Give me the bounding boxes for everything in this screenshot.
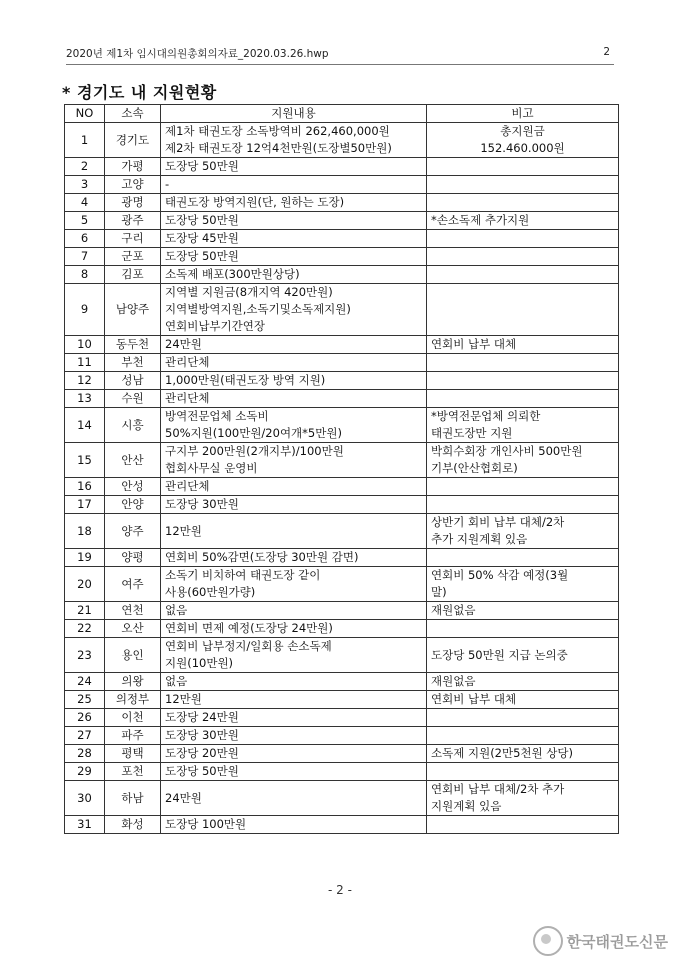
cell-org: 가평 bbox=[105, 158, 161, 176]
cell-note-line: 상반기 회비 납부 대체/2차 bbox=[431, 515, 565, 529]
table-row bbox=[65, 727, 619, 745]
cell-org: 동두천 bbox=[105, 336, 161, 354]
cell-content-line: 관리단체 bbox=[165, 355, 210, 369]
table-row bbox=[65, 390, 619, 408]
cell-org: 김포 bbox=[105, 266, 161, 284]
cell-no: 1 bbox=[65, 123, 105, 158]
cell-note bbox=[427, 354, 619, 372]
cell-note bbox=[427, 123, 619, 158]
cell-note bbox=[427, 549, 619, 567]
cell-org: 광명 bbox=[105, 194, 161, 212]
cell-note bbox=[427, 514, 619, 549]
cell-note-line: 재원없음 bbox=[431, 674, 476, 688]
table-row bbox=[65, 691, 619, 709]
cell-note bbox=[427, 372, 619, 390]
cell-content-line: 사용(60만원가량) bbox=[165, 585, 256, 599]
cell-no: 28 bbox=[65, 745, 105, 763]
watermark-text: 한국태권도신문 bbox=[566, 932, 668, 951]
cell-note bbox=[427, 745, 619, 763]
cell-no: 3 bbox=[65, 176, 105, 194]
cell-no: 29 bbox=[65, 763, 105, 781]
cell-note bbox=[427, 336, 619, 354]
cell-content-line: 제1차 태권도장 소독방역비 262,460,000원 bbox=[165, 124, 390, 138]
support-status-table bbox=[64, 104, 619, 834]
table-row bbox=[65, 123, 619, 158]
cell-note bbox=[427, 248, 619, 266]
cell-content bbox=[161, 691, 427, 709]
cell-no: 13 bbox=[65, 390, 105, 408]
cell-content bbox=[161, 745, 427, 763]
cell-content bbox=[161, 496, 427, 514]
cell-org: 용인 bbox=[105, 638, 161, 673]
cell-content bbox=[161, 284, 427, 336]
cell-content-line: 12만원 bbox=[165, 692, 202, 706]
cell-note-line: 소독제 지원(2만5천원 상당) bbox=[431, 746, 574, 760]
cell-content-line: 24만원 bbox=[165, 337, 202, 351]
cell-content bbox=[161, 816, 427, 834]
cell-note-line: 기부(안산협회로) bbox=[431, 461, 518, 475]
header-filename: 2020년 제1차 임시대의원총회의자료_2020.03.26.hwp bbox=[66, 48, 329, 60]
table-row bbox=[65, 443, 619, 478]
cell-note-line: *손소독제 추가지원 bbox=[431, 213, 530, 227]
cell-content bbox=[161, 408, 427, 443]
cell-no: 11 bbox=[65, 354, 105, 372]
table-row bbox=[65, 673, 619, 691]
cell-content-line: 도장당 30만원 bbox=[165, 497, 239, 511]
cell-note bbox=[427, 709, 619, 727]
cell-note-line: 152.460.000원 bbox=[480, 141, 565, 155]
cell-content-line: 50%지원(100만원/20여개*5만원) bbox=[165, 426, 342, 440]
cell-content bbox=[161, 212, 427, 230]
cell-content-line: 태권도장 방역지원(단, 원하는 도장) bbox=[165, 195, 345, 209]
cell-no: 9 bbox=[65, 284, 105, 336]
cell-no: 10 bbox=[65, 336, 105, 354]
cell-content-line: 협회사무실 운영비 bbox=[165, 461, 258, 475]
cell-content-line: 없음 bbox=[165, 674, 188, 688]
column-header-org: 소속 bbox=[105, 105, 161, 123]
cell-note bbox=[427, 176, 619, 194]
cell-content bbox=[161, 158, 427, 176]
cell-org: 안성 bbox=[105, 478, 161, 496]
cell-content bbox=[161, 602, 427, 620]
newspaper-watermark bbox=[533, 926, 668, 956]
cell-content-line: 구지부 200만원(2개지부)/100만원 bbox=[165, 444, 344, 458]
table-row bbox=[65, 372, 619, 390]
cell-no: 20 bbox=[65, 567, 105, 602]
cell-org: 양평 bbox=[105, 549, 161, 567]
cell-content bbox=[161, 336, 427, 354]
cell-content-line: 연회비납부기간연장 bbox=[165, 319, 265, 333]
cell-note bbox=[427, 284, 619, 336]
cell-note bbox=[427, 781, 619, 816]
table-row bbox=[65, 816, 619, 834]
cell-note-line: 연회비 납부 대체 bbox=[431, 337, 517, 351]
cell-content bbox=[161, 549, 427, 567]
cell-content bbox=[161, 354, 427, 372]
table-row bbox=[65, 549, 619, 567]
cell-org: 수원 bbox=[105, 390, 161, 408]
table-row bbox=[65, 408, 619, 443]
cell-note bbox=[427, 194, 619, 212]
section-title: * 경기도 내 지원현황 bbox=[62, 83, 217, 102]
table-row bbox=[65, 602, 619, 620]
cell-no: 24 bbox=[65, 673, 105, 691]
cell-no: 12 bbox=[65, 372, 105, 390]
cell-note bbox=[427, 727, 619, 745]
cell-content bbox=[161, 123, 427, 158]
cell-no: 23 bbox=[65, 638, 105, 673]
cell-content bbox=[161, 248, 427, 266]
column-header-no: NO bbox=[65, 105, 105, 123]
cell-no: 7 bbox=[65, 248, 105, 266]
cell-no: 15 bbox=[65, 443, 105, 478]
cell-note bbox=[427, 673, 619, 691]
cell-note bbox=[427, 443, 619, 478]
cell-no: 21 bbox=[65, 602, 105, 620]
table-row bbox=[65, 567, 619, 602]
cell-content-line: 지역별 지원금(8개지역 420만원) bbox=[165, 285, 333, 299]
cell-note bbox=[427, 230, 619, 248]
cell-no: 26 bbox=[65, 709, 105, 727]
cell-content bbox=[161, 514, 427, 549]
cell-note-line: 연회비 납부 대체/2차 추가 bbox=[431, 782, 565, 796]
cell-content-line: 지역별방역지원,소독기및소독제지원) bbox=[165, 302, 351, 316]
cell-content-line: 도장당 50만원 bbox=[165, 764, 239, 778]
cell-no: 4 bbox=[65, 194, 105, 212]
cell-note-line: 도장당 50만원 지급 논의중 bbox=[431, 647, 568, 662]
column-header-content: 지원내용 bbox=[161, 105, 427, 123]
cell-content-line: 1,000만원(태권도장 방역 지원) bbox=[165, 373, 326, 387]
cell-content-line: 도장당 100만원 bbox=[165, 817, 247, 831]
cell-content-line: 연회비 면제 예정(도장당 24만원) bbox=[165, 621, 333, 635]
table-row bbox=[65, 248, 619, 266]
cell-content bbox=[161, 230, 427, 248]
table-row bbox=[65, 194, 619, 212]
table-body bbox=[65, 123, 619, 834]
cell-note bbox=[427, 567, 619, 602]
cell-no: 6 bbox=[65, 230, 105, 248]
cell-content bbox=[161, 727, 427, 745]
table-row bbox=[65, 638, 619, 673]
cell-org: 연천 bbox=[105, 602, 161, 620]
cell-content-line: 24만원 bbox=[165, 790, 202, 805]
cell-content bbox=[161, 781, 427, 816]
cell-org: 의왕 bbox=[105, 673, 161, 691]
cell-note bbox=[427, 390, 619, 408]
table-row bbox=[65, 176, 619, 194]
cell-no: 25 bbox=[65, 691, 105, 709]
cell-org: 군포 bbox=[105, 248, 161, 266]
cell-content-line: 제2차 태권도장 12억4천만원(도장별50만원) bbox=[165, 141, 392, 155]
cell-no: 17 bbox=[65, 496, 105, 514]
cell-content-line: 지원(10만원) bbox=[165, 656, 234, 670]
table-row bbox=[65, 763, 619, 781]
cell-content-line: 없음 bbox=[165, 603, 188, 617]
cell-no: 16 bbox=[65, 478, 105, 496]
cell-content-line: 도장당 20만원 bbox=[165, 746, 239, 760]
cell-org: 화성 bbox=[105, 816, 161, 834]
cell-note bbox=[427, 763, 619, 781]
cell-content-line: 12만원 bbox=[165, 523, 202, 538]
cell-org: 경기도 bbox=[105, 123, 161, 158]
cell-note bbox=[427, 478, 619, 496]
table-row bbox=[65, 266, 619, 284]
cell-content bbox=[161, 709, 427, 727]
cell-note bbox=[427, 158, 619, 176]
table-row bbox=[65, 709, 619, 727]
cell-org: 성남 bbox=[105, 372, 161, 390]
cell-content bbox=[161, 763, 427, 781]
table-row bbox=[65, 496, 619, 514]
cell-content-line: 소독기 비치하여 태권도장 같이 bbox=[165, 568, 321, 582]
page-footer: - 2 - bbox=[328, 883, 352, 897]
cell-content-line: 도장당 24만원 bbox=[165, 710, 239, 724]
cell-note bbox=[427, 266, 619, 284]
cell-content bbox=[161, 443, 427, 478]
table-row bbox=[65, 230, 619, 248]
cell-content bbox=[161, 620, 427, 638]
cell-note-line: 연회비 납부 대체 bbox=[431, 692, 517, 706]
cell-content bbox=[161, 567, 427, 602]
cell-org: 포천 bbox=[105, 763, 161, 781]
cell-content-line: 연회비 납부정지/일회용 손소독제 bbox=[165, 639, 332, 653]
cell-no: 22 bbox=[65, 620, 105, 638]
cell-no: 31 bbox=[65, 816, 105, 834]
cell-content-line: - bbox=[165, 177, 170, 191]
cell-content-line: 관리단체 bbox=[165, 391, 210, 405]
cell-org: 안산 bbox=[105, 443, 161, 478]
cell-org: 남양주 bbox=[105, 284, 161, 336]
table-row bbox=[65, 354, 619, 372]
cell-content bbox=[161, 176, 427, 194]
cell-no: 8 bbox=[65, 266, 105, 284]
cell-content-line: 도장당 50만원 bbox=[165, 213, 239, 227]
cell-org: 평택 bbox=[105, 745, 161, 763]
cell-note-line: 연회비 50% 삭감 예정(3월 bbox=[431, 568, 569, 582]
cell-org: 오산 bbox=[105, 620, 161, 638]
cell-content-line: 도장당 30만원 bbox=[165, 728, 239, 742]
cell-note bbox=[427, 408, 619, 443]
cell-content bbox=[161, 266, 427, 284]
cell-org: 여주 bbox=[105, 567, 161, 602]
cell-org: 이천 bbox=[105, 709, 161, 727]
table-row bbox=[65, 514, 619, 549]
table-row bbox=[65, 620, 619, 638]
table-header-row bbox=[65, 105, 619, 123]
cell-note-line: 말) bbox=[431, 585, 447, 599]
cell-org: 파주 bbox=[105, 727, 161, 745]
cell-org: 안양 bbox=[105, 496, 161, 514]
column-header-note: 비고 bbox=[427, 105, 619, 123]
cell-no: 19 bbox=[65, 549, 105, 567]
cell-no: 5 bbox=[65, 212, 105, 230]
cell-note bbox=[427, 496, 619, 514]
cell-content bbox=[161, 478, 427, 496]
cell-org: 고양 bbox=[105, 176, 161, 194]
cell-note-line: 박희수회장 개인사비 500만원 bbox=[431, 444, 583, 458]
cell-content-line: 도장당 50만원 bbox=[165, 159, 239, 173]
cell-note bbox=[427, 691, 619, 709]
cell-note-line: *방역전문업체 의뢰한 bbox=[431, 409, 541, 423]
header-page-number: 2 bbox=[603, 46, 610, 58]
cell-note bbox=[427, 602, 619, 620]
cell-org: 의정부 bbox=[105, 691, 161, 709]
cell-note-line: 태권도장만 지원 bbox=[431, 426, 513, 440]
cell-content bbox=[161, 638, 427, 673]
table-row bbox=[65, 745, 619, 763]
table-row bbox=[65, 336, 619, 354]
page-header bbox=[66, 46, 614, 65]
cell-content bbox=[161, 194, 427, 212]
cell-no: 2 bbox=[65, 158, 105, 176]
cell-content bbox=[161, 390, 427, 408]
cell-no: 14 bbox=[65, 408, 105, 443]
cell-no: 18 bbox=[65, 514, 105, 549]
cell-note bbox=[427, 816, 619, 834]
cell-no: 30 bbox=[65, 781, 105, 816]
cell-note-line: 재원없음 bbox=[431, 603, 476, 617]
cell-note-line: 총지원금 bbox=[500, 124, 545, 138]
cell-org: 시흥 bbox=[105, 408, 161, 443]
watermark-logo-icon bbox=[533, 926, 563, 956]
cell-org: 하남 bbox=[105, 781, 161, 816]
cell-content-line: 방역전문업체 소독비 bbox=[165, 409, 269, 423]
cell-content-line: 소독제 배포(300만원상당) bbox=[165, 267, 300, 281]
cell-content-line: 관리단체 bbox=[165, 479, 210, 493]
cell-note bbox=[427, 638, 619, 673]
cell-org: 부천 bbox=[105, 354, 161, 372]
table-row bbox=[65, 158, 619, 176]
cell-content bbox=[161, 673, 427, 691]
table-row bbox=[65, 212, 619, 230]
cell-org: 양주 bbox=[105, 514, 161, 549]
cell-note-line: 추가 지원계획 있음 bbox=[431, 532, 528, 546]
table-row bbox=[65, 781, 619, 816]
table-row bbox=[65, 478, 619, 496]
table-row bbox=[65, 284, 619, 336]
cell-content-line: 도장당 50만원 bbox=[165, 249, 239, 263]
cell-content-line: 도장당 45만원 bbox=[165, 231, 239, 245]
cell-no: 27 bbox=[65, 727, 105, 745]
cell-note bbox=[427, 620, 619, 638]
cell-content bbox=[161, 372, 427, 390]
cell-note bbox=[427, 212, 619, 230]
cell-content-line: 연회비 50%감면(도장당 30만원 감면) bbox=[165, 550, 359, 564]
cell-org: 구리 bbox=[105, 230, 161, 248]
cell-note-line: 지원계획 있음 bbox=[431, 799, 502, 813]
cell-org: 광주 bbox=[105, 212, 161, 230]
